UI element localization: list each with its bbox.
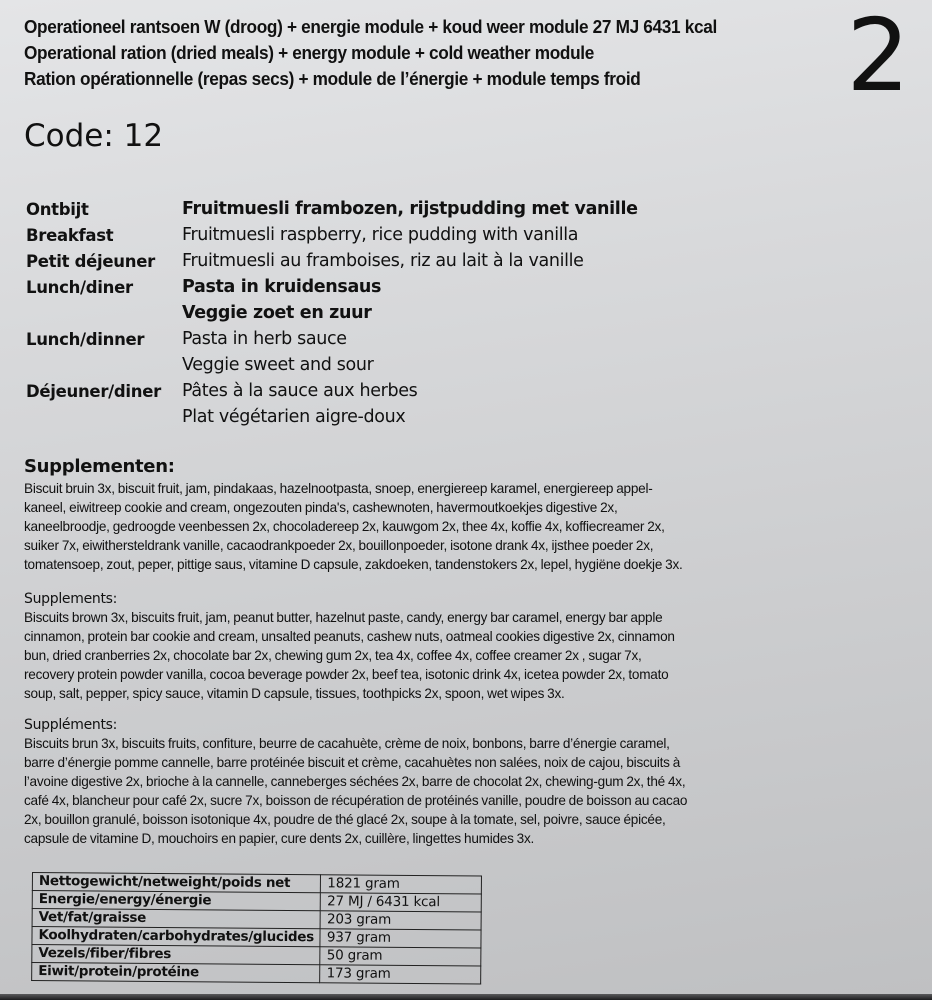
meal-description: Pasta in herb sauce <box>182 329 347 349</box>
nutrient-value: 173 gram <box>320 965 481 984</box>
menu-row <box>26 222 646 248</box>
meal-description: Plat végétarien aigre-doux <box>182 407 406 427</box>
supplements-french <box>24 716 744 848</box>
menu-row <box>26 404 646 430</box>
title-line-dutch: Operationeel rantsoen W (droog) + energie module + koud weer module 27 MJ 6431 kcal <box>24 16 717 37</box>
menu-row <box>26 274 646 300</box>
meal-label: Ontbijt <box>26 199 89 219</box>
supplements-line: capsule de vitamine D, mouchoirs en papier, cure dents 2x, cuillère, lingettes humides 3x. <box>24 830 535 846</box>
menu-row <box>26 352 646 378</box>
supplements-line: bun, dried cranberries 2x, chocolate bar 2x, chewing gum 2x, tea 4x, coffee 4x, coffee creamer 2x , sugar 7x, <box>24 647 642 663</box>
meal-label: Lunch/diner <box>26 277 133 297</box>
supplements-line: café 4x, blancheur pour café 2x, sucre 7x, boisson de récupération de protéinés vanille, poudre de boisson au cacao <box>24 792 688 808</box>
meal-description: Fruitmuesli raspberry, rice pudding with vanilla <box>182 225 579 245</box>
title-line-english: Operational ration (dried meals) + energy module + cold weather module <box>24 42 594 63</box>
pack-number: 2 <box>846 0 910 114</box>
nutrient-label: Vezels/fiber/fibres <box>32 945 321 965</box>
supplements-text <box>24 608 742 703</box>
nutrient-label: Koolhydraten/carbohydrates/glucides <box>32 927 321 947</box>
supplements-line: kaneel, eiwitreep cookie and cream, ongezouten pinda's, cashewnoten, havermoutkoekjes digestive 2x, <box>24 499 618 515</box>
nutrient-value: 27 MJ / 6431 kcal <box>321 893 482 912</box>
supplements-line: kaneelbroodje, gedroogde veenbessen 2x, chocoladereep 2x, kauwgom 2x, thee 4x, koffie 4x, koffiecreamer 2x, <box>24 518 665 534</box>
nutrient-value: 937 gram <box>320 929 481 948</box>
supplements-line: Biscuits brun 3x, biscuits fruits, confiture, beurre de cacahuète, crème de noix, bonbons, barre d’énergie caramel, <box>24 735 670 751</box>
supplements-dutch <box>24 455 744 574</box>
supplements-line: Biscuit bruin 3x, biscuit fruit, jam, pindakaas, hazelnootpasta, snoep, energiereep karamel, energiereep appel- <box>24 480 653 496</box>
supplements-line: suiker 7x, eiwithersteldrank vanille, cacaodrankpoeder 2x, bouillonpoeder, isotone drank 4x, ijsthee poeder 2x, <box>24 537 654 553</box>
meal-menu <box>26 196 646 430</box>
title-line-french: Ration opérationnelle (repas secs) + module de l’énergie + module temps froid <box>24 68 641 89</box>
meal-description: Veggie sweet and sour <box>182 355 374 375</box>
supplements-line: barre d’énergie pomme cannelle, barre protéinée biscuit et crème, cacahuètes non salées, noix de cajou, biscuits à <box>24 754 681 770</box>
nutrition-table <box>31 872 482 985</box>
meal-description: Pâtes à la sauce aux herbes <box>182 381 418 401</box>
supplements-heading: Suppléments: <box>24 717 118 733</box>
menu-row <box>26 196 646 222</box>
supplements-heading: Supplementen: <box>24 456 175 477</box>
supplements-text <box>24 734 742 848</box>
supplements-line: Biscuits brown 3x, biscuits fruit, jam, peanut butter, hazelnut paste, candy, energy bar caramel, energy bar apple <box>24 609 663 625</box>
nutrient-label: Nettogewicht/netweight/poids net <box>32 873 321 893</box>
ration-code: Code: 12 <box>24 118 164 154</box>
nutrient-label: Energie/energy/énergie <box>32 891 321 911</box>
supplements-text <box>24 479 742 574</box>
menu-row <box>26 326 646 352</box>
meal-description: Pasta in kruidensaus <box>182 277 382 297</box>
menu-row <box>26 248 646 274</box>
menu-row <box>26 378 646 404</box>
meal-label: Petit déjeuner <box>26 251 155 271</box>
menu-row <box>26 300 646 326</box>
photo-bottom-edge <box>0 994 932 1000</box>
ration-title-block <box>24 14 844 92</box>
meal-description: Veggie zoet en zuur <box>182 303 372 323</box>
meal-label: Lunch/dinner <box>26 329 145 349</box>
supplements-line: soup, salt, pepper, spicy sauce, vitamin D capsule, tissues, toothpicks 2x, spoon, wet wipes 3x. <box>24 685 565 701</box>
supplements-heading: Supplements: <box>24 591 118 607</box>
supplements-line: 2x, bouillon granulé, boisson isotonique 4x, poudre de thé glacé 2x, soupe à la tomate, sel, poivre, sauce épicée, <box>24 811 666 827</box>
supplements-line: cinnamon, protein bar cookie and cream, unsalted peanuts, cashew nuts, oatmeal cookies digestive 2x, cinnamon <box>24 628 675 644</box>
supplements-line: l’avoine digestive 2x, brioche à la cannelle, canneberges séchées 2x, barre de chocolat 2x, chewing-gum 2x, thé 4x, <box>24 773 686 789</box>
nutrient-value: 203 gram <box>320 911 481 930</box>
meal-description: Fruitmuesli frambozen, rijstpudding met vanille <box>182 199 638 219</box>
nutrient-label: Vet/fat/graisse <box>32 909 321 929</box>
nutrient-value: 1821 gram <box>321 875 482 894</box>
meal-label: Déjeuner/diner <box>26 381 161 401</box>
meal-label: Breakfast <box>26 225 114 245</box>
supplements-line: tomatensoep, zout, peper, pittige saus, vitamine D capsule, zakdoeken, tandenstokers 2x, lepel, hygiëne doekje 3x. <box>24 556 683 572</box>
nutrient-value: 50 gram <box>320 947 481 966</box>
supplements-english <box>24 590 744 703</box>
nutrition-row <box>32 963 482 985</box>
meal-description: Fruitmuesli au framboises, riz au lait à la vanille <box>182 251 584 271</box>
supplements-line: recovery protein powder vanilla, cocoa beverage powder 2x, beef tea, isotonic drink 4x, icetea powder 2x, tomato <box>24 666 669 682</box>
nutrient-label: Eiwit/protein/protéine <box>32 963 321 983</box>
